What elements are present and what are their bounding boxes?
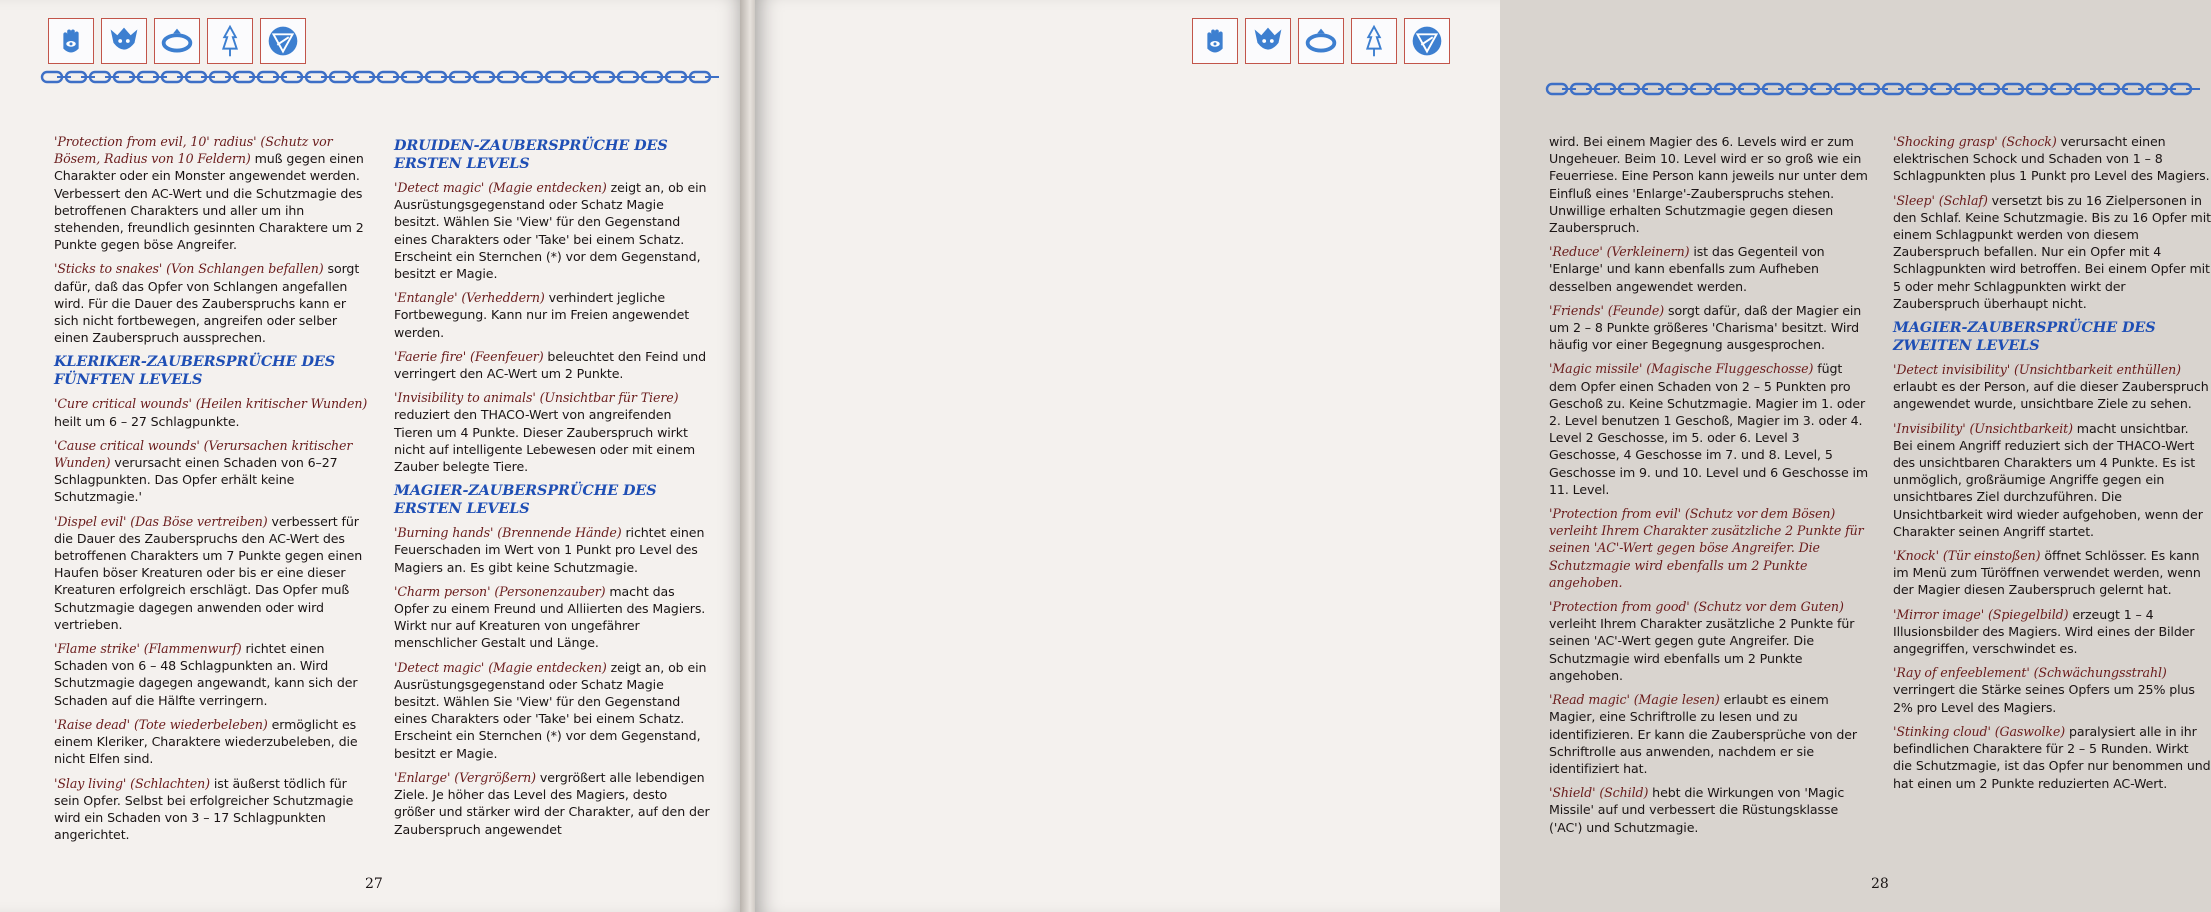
spell-name: 'Knock' (Tür einstoßen) [1893,548,2041,564]
spell-description: verursacht einen Schaden von 6–27 Schlagpunkten. Das Opfer erhält keine Schutzmagie.' [54,455,338,505]
section-heading: MAGIER-ZAUBERSPRÜCHE DES ZWEITEN LEVELS [1893,319,2156,355]
spell-entry [394,289,710,341]
spell-entry [1549,505,1869,591]
spell-name: 'Protection from good' (Schutz vor dem Guten) [1549,599,1844,615]
spell-description: verhindert jegliche Fortbewegung. Kann nur im Freien angewendet werden. [394,290,690,340]
spell-name: 'Enlarge' (Vergrößern) [394,769,537,785]
spell-name: 'Raise dead' (Tote wiederbeleben) [54,716,268,732]
text-column-3 [1549,133,1869,843]
spell-name: 'Sticks to snakes' (Von Schlangen befallen) [54,261,324,277]
spell-description: zeigt an, ob ein Ausrüstungsgegenstand oder Schatz Magie besitzt. Wählen Sie 'View' für den Gegenstand eines Charakters oder 'Take' bei einem Schatz. Erscheint ein Sternchen (*) vor dem Gegenstand, besitzt er Magie. [394,659,707,761]
spell-entry [1893,420,2211,540]
spell-name: 'Protection from evil, 10' radius' (Schutz vor Bösem, Radius von 10 Feldern) [54,134,333,167]
text-column-4 [1893,133,2211,799]
spell-entry [1893,606,2211,658]
spell-description: verringert die Stärke seines Opfers um 25% plus 2% pro Level des Magiers. [1893,682,2195,715]
chain-divider-right [1545,78,2205,100]
spell-entry [1893,664,2211,716]
spell-description: öffnet Schlösser. Es kann im Menü zum Türöffnen verwendet werden, wenn der Magier diesen Zauberspruch gelernt hat. [1893,548,2201,598]
spell-entry [1893,192,2211,312]
spell-entry [1893,133,2211,185]
spell-description: paralysiert alle in ihr befindlichen Charaktere für 2 – 5 Runden. Wirkt die Schutzmagie, ist das Opfer nur benommen und hat einen um 2 Punkte reduzierten AC-Wert. [1893,723,2211,791]
shrine-icon [1351,18,1397,64]
icon-row-right [1192,18,1450,64]
spell-description: muß gegen einen Charakter oder ein Monster angewendet werden. Verbessert den AC-Wert und die Schutzmagie des betroffenen Charakters und aller um ihn stehenden, freundlich gesinnten Charaktere um 2 Punkte gegen böse Angreifer. [54,151,364,253]
spell-description: richtet einen Feuerschaden im Wert von 1 Punkt pro Level des Magiers an. Es gibt keine Schutzmagie. [394,525,705,575]
spell-name: 'Friends' (Feunde) [1549,302,1665,318]
spell-name: 'Shocking grasp' (Schock) [1893,134,2057,149]
section-heading: MAGIER-ZAUBERSPRÜCHE DES ERSTEN LEVELS [394,482,657,518]
spell-description: macht das Opfer zu einem Freund und Alliierten des Magiers. Wirkt nur auf Kreaturen von ungefährer menschlicher Gestalt und Länge. [394,583,706,651]
spell-entry [1893,361,2211,413]
spell-entry [1549,133,1869,236]
spell-entry [54,640,372,709]
spell-name: 'Invisibility to animals' (Unsichtbar für Tiere) [394,390,679,406]
spell-description: fügt dem Opfer einen Schaden von 2 – 5 Punkten pro Geschoß zu. Keine Schutzmagie. Magier im 1. oder 2. Level benutzen 1 Geschoß, Magier im 3. oder 4. Level 2 Geschosse, im 5. oder 6. Level 3 Geschosse, 4 Geschosse im 7. und 8. Level, 5 Geschosse im 9. und 10. Level und 6 Geschosse im 11. Level. [1549,361,1869,497]
spell-description: reduziert den THACO-Wert von angreifenden Tieren um 4 Punkte. Dieser Zauberspruch wirkt nicht auf intelligente Lebewesen oder mit einem Zauber belegte Tiere. [394,407,696,475]
spell-entry [1893,723,2211,792]
spell-entry [1549,302,1869,354]
spell-entry [1893,547,2211,599]
section-heading: KLERIKER-ZAUBERSPRÜCHE DES FÜNFTEN LEVELS [54,353,335,389]
spell-description: verursacht einen elektrischen Schock und Schaden von 1 – 8 Schlagpunkten plus 1 Punkt pro Level des Magiers. [1893,134,2210,184]
shrine-icon [207,18,253,64]
text-column-1 [54,133,372,850]
spell-name: 'Flame strike' (Flammenwurf) [54,641,242,657]
hand-eye-icon [1192,18,1238,64]
spell-entry [54,716,372,768]
helmed-beast-icon [1245,18,1291,64]
spell-name: 'Detect invisibility' (Unsichtbarkeit enthüllen) [1893,362,2181,378]
spell-entry [394,583,710,652]
spell-name: 'Entangle' (Verheddern) [394,290,545,306]
spell-name: 'Sleep' (Schlaf) [1893,192,1988,208]
spell-name: 'Dispel evil' (Das Böse vertreiben) [54,513,268,529]
spell-description: hebt die Wirkungen von 'Magic Missile' auf und verbessert die Rüstungsklasse ('AC') und Schutzmagie. [1549,785,1845,835]
spell-entry [394,348,710,382]
spell-entry [1549,598,1869,684]
section-heading: DRUIDEN-ZAUBERSPRÜCHE DES ERSTEN LEVELS [394,137,668,172]
ring-icon [154,18,200,64]
spell-description: zeigt an, ob ein Ausrüstungsgegenstand oder Schatz Magie besitzt. Wählen Sie 'View' für den Gegenstand eines Charakters oder 'Take' bei einem Schatz. Erscheint ein Sternchen (*) vor dem Gegenstand, besitzt er Magie. [394,180,707,282]
spell-description: ist das Gegenteil von 'Enlarge' und kann ebenfalls zum Aufheben desselben angewendet werden. [1549,244,1825,294]
spell-entry [394,769,710,838]
spell-name: 'Protection from evil' (Schutz vor dem Bösen) verleiht Ihrem Charakter zusätzliche 2 Punkte für seinen 'AC'-Wert gegen böse Angreifer. Die Schutzmagie wird ebenfalls um 2 Punkte angehoben. [1549,506,1864,590]
spell-description: ermöglicht es einem Kleriker, Charaktere wiederzubeleben, die nicht Elfen sind. [54,716,358,767]
spell-entry [1549,691,1869,777]
spell-description: sorgt dafür, daß das Opfer von Schlangen angefallen wird. Für die Dauer des Zauberspruchs kann er sich nicht fortbewegen, angreifen oder selber einen Zauberspruch aussprechen. [54,261,360,346]
spell-entry [54,395,372,429]
spell-name: 'Invisibility' (Unsichtbarkeit) [1893,420,2073,436]
hand-eye-icon [48,18,94,64]
page-number-right: 28 [1871,876,1889,892]
triangle-sigil-icon [1404,18,1450,64]
spell-name: 'Stinking cloud' (Gaswolke) [1893,723,2066,739]
spell-name: 'Cause critical wounds' (Verursachen kritischer Wunden) [54,437,353,471]
spell-entry [1549,243,1869,295]
spell-description: beleuchtet den Feind und verringert den AC-Wert um 2 Punkte. [394,348,707,382]
spell-entry [54,260,372,346]
spell-name: 'Slay living' (Schlachten) [54,775,210,791]
spell-description: erzeugt 1 – 4 Illusionsbilder des Magiers. Wird eines der Bilder angegriffen, verschwindet es. [1893,606,2195,657]
spell-name: 'Mirror image' (Spiegelbild) [1893,606,2069,622]
helmed-beast-icon [101,18,147,64]
spell-name: 'Ray of enfeeblement' (Schwächungsstrahl) [1893,665,2167,681]
spell-entry [54,775,372,844]
spell-description: vergrößert alle lebendigen Ziele. Je höher das Level des Magiers, desto größer und stärker wird der Charakter, auf den der Zauberspruch angewendet [394,769,710,837]
triangle-sigil-icon [260,18,306,64]
spell-name: 'Read magic' (Magie lesen) [1549,692,1720,708]
page-right [755,0,2211,912]
spell-description: sorgt dafür, daß der Magier ein um 2 – 8 Punkte größeres 'Charisma' besitzt. Wird häufig vor einer Begegnung ausgesprochen. [1549,302,1862,353]
spell-description: verleiht Ihrem Charakter zusätzliche 2 Punkte für seinen 'AC'-Wert gegen gute Angreifer. Die Schutzmagie wird ebenfalls um 2 Punkte angehoben. [1549,616,1855,683]
spell-name: 'Detect magic' (Magie entdecken) [394,659,607,675]
chain-divider-left [40,66,730,88]
page-left [0,0,745,912]
spell-name: 'Faerie fire' (Feenfeuer) [394,348,544,364]
spell-description: wird. Bei einem Magier des 6. Levels wird er zum Ungeheuer. Beim 10. Level wird er so groß wie ein Feuerriese. Eine Person kann jeweils nur unter dem Einfluß eines 'Enlarge'-Zauberspruchs stehen. Unwillige erhalten Schutzmagie gegen diesen Zauberspruch. [1549,134,1868,236]
ring-icon [1298,18,1344,64]
spell-entry [54,133,372,253]
spell-description: erlaubt es der Person, auf die dieser Zauberspruch angewendet wurde, unsichtbare Ziele zu sehen. [1893,379,2209,412]
spell-entry [1549,360,1869,498]
spell-name: 'Cure critical wounds' (Heilen kritischer Wunden) [54,396,368,412]
spell-entry [394,659,710,762]
spell-entry [1549,784,1869,836]
spell-description: macht unsichtbar. Bei einem Angriff reduziert sich der THACO-Wert des unsichtbaren Charakters um 4 Punkte. Es ist unmöglich, großräumige Angriffe gegen ein unsichtbares Ziel durchzuführen. Die Unsichtbarkeit wird wieder aufgehoben, wenn der Charakter seinen Angriff startet. [1893,420,2203,539]
page-number-left: 27 [365,876,383,892]
spell-entry [54,513,372,633]
spell-name: 'Burning hands' (Brennende Hände) [394,525,622,541]
spell-entry [394,389,710,475]
spell-name: 'Charm person' (Personenzauber) [394,583,606,599]
spell-entry [54,437,372,506]
text-column-2 [394,133,710,845]
spell-description: richtet einen Schaden von 6 – 48 Schlagpunkten an. Wird Schutzmagie dagegen angewandt, kann sich der Schaden auf die Hälfte verringern. [54,641,358,708]
spell-name: 'Reduce' (Verkleinern) [1549,244,1690,260]
spell-description: erlaubt es einem Magier, eine Schriftrolle zu lesen und zu identifizieren. Er kann die Zaubersprüche von der Schriftrolle aus anwenden, nachdem er sie identifiziert hat. [1549,692,1858,776]
spell-description: versetzt bis zu 16 Zielpersonen in den Schlaf. Keine Schutzmagie. Bis zu 16 Opfer mit einem Schlagpunkt werden von diesem Zauberspruch befallen. Nur ein Opfer mit 4 Schlagpunkten wird betroffen. Bei einem Opfer mit 5 oder mehr Schlagpunkten wirkt der Zauberspruch überhaupt nicht. [1893,192,2211,311]
icon-row-left [48,18,306,64]
spell-name: 'Shield' (Schild) [1549,785,1649,801]
spell-name: 'Detect magic' (Magie entdecken) [394,180,607,195]
spell-name: 'Magic missile' (Magische Fluggeschosse) [1549,361,1814,377]
spell-description: heilt um 6 – 27 Schlagpunkte. [54,413,240,429]
spell-description: ist äußerst tödlich für sein Opfer. Selbst bei erfolgreicher Schutzmagie wird ein Schaden von 3 – 17 Schlagpunkten angerichtet. [54,775,354,843]
spell-description: verbessert für die Dauer des Zauberspruchs den AC-Wert des betroffenen Charakters um 7 Punkte gegen einen Haufen böser Kreaturen oder bis er eine dieser Kreaturen erfolgreich erschlägt. Das Opfer muß Schutzmagie dagegen anwenden oder wird vertrieben. [54,513,363,632]
spell-entry [394,179,710,282]
spell-entry [394,524,710,576]
